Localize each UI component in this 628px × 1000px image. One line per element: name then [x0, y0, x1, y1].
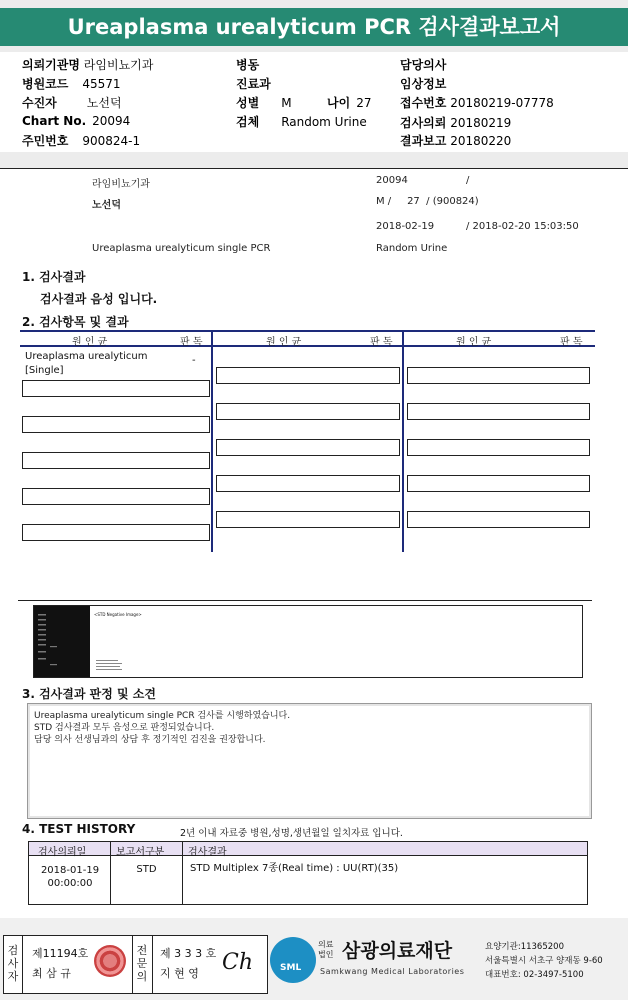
org-name-en: Samkwang Medical Laboratories [320, 967, 465, 976]
info-clinical: 임상정보 [400, 77, 447, 91]
section4-note: 2년 이내 자료중 병원,성명,생년월일 일치자료 입니다. [180, 828, 403, 839]
reviewer-number: 제 3 3 3 호 [160, 947, 217, 960]
info-resident-no: 주민번호 900824-1 [22, 134, 141, 148]
sml-logo-icon: SML [270, 937, 316, 983]
info-age: 나이 27 [327, 96, 372, 110]
info-sex: 성별 M [236, 96, 292, 110]
result-cell [407, 475, 590, 492]
section2-title: 2. 검사항목 및 결과 [22, 315, 129, 329]
org-address: 서울특별시 서초구 양재동 9-60 [485, 956, 603, 966]
result-cell [22, 380, 210, 397]
reviewer-label: 전 문 의 [136, 944, 148, 983]
opinion-box [27, 703, 592, 819]
gel-image-caption: <STD Negative Image> [94, 612, 142, 617]
test-item-name: Ureaplasma urealyticum [25, 351, 148, 362]
result-cell [22, 416, 210, 433]
col-header-result: 판 독 [370, 337, 393, 348]
test-item-result: - [192, 355, 196, 366]
result-cell [216, 439, 400, 456]
history-header-date: 검사의뢰일 [38, 847, 87, 858]
summary-name: 노선덕 [92, 200, 121, 211]
col-header-organism: 원 인 균 [72, 337, 108, 348]
reviewer-name: 지 현 영 [160, 967, 199, 980]
signature-mark: Ch [222, 950, 254, 975]
result-cell [407, 367, 590, 384]
result-cell [407, 439, 590, 456]
history-col-separator [182, 842, 183, 905]
info-chart-no: Chart No. 20094 [22, 114, 131, 128]
signature-divider [22, 935, 23, 994]
test-item-sub: [Single] [25, 365, 64, 376]
info-hospital-code: 병원코드 45571 [22, 77, 121, 91]
col-header-organism: 원 인 균 [456, 337, 492, 348]
divider-line [0, 168, 628, 169]
col-header-organism: 원 인 균 [266, 337, 302, 348]
summary-specimen: Random Urine [376, 243, 448, 254]
opinion-line: 담당 의사 선생님과의 상담 후 정기적인 검진을 권장합니다. [34, 735, 266, 745]
result-cell [216, 475, 400, 492]
history-row-type: STD [136, 864, 157, 875]
opinion-line: Ureaplasma urealyticum single PCR 검사를 시행하였습니다. [34, 711, 291, 721]
info-hospital: 의뢰기관명 라임비뇨기과 [22, 58, 154, 72]
org-name: 삼광의료재단 [342, 940, 453, 962]
summary-date-report: / 2018-02-20 15:03:50 [466, 221, 579, 232]
test-item [25, 350, 148, 378]
history-row-result: STD Multiplex 7종(Real time) : UU(RT)(35) [190, 863, 399, 874]
summary-test-name: Ureaplasma urealyticum single PCR [92, 243, 271, 254]
result-cell [216, 511, 400, 528]
table-top-border [20, 330, 595, 332]
gel-electrophoresis-image [34, 606, 90, 677]
org-prefix: 의료 법인 [318, 940, 334, 959]
summary-date-received: 2018-02-19 [376, 221, 435, 232]
result-cell [216, 403, 400, 420]
info-doctor: 담당의사 [400, 58, 447, 72]
summary-chart: 20094 [376, 175, 408, 186]
summary-slash: / [466, 175, 470, 186]
official-seal-icon [94, 945, 126, 977]
signature-divider [132, 935, 133, 994]
history-header-result: 검사결과 [188, 847, 227, 858]
opinion-line: STD 검사결과 모두 음성으로 판정되었습니다. [34, 723, 215, 733]
report-title: Ureaplasma urealyticum PCR 검사결과보고서 [0, 8, 628, 46]
org-contact [485, 940, 603, 982]
org-code: 요양기관:11365200 [485, 942, 564, 952]
inspector-number: 제11194호 [32, 947, 89, 960]
history-header-type: 보고서구분 [116, 847, 165, 858]
header-divider [0, 152, 628, 168]
result-cell [22, 524, 210, 541]
result-cell [407, 403, 590, 420]
col-header-result: 판 독 [180, 337, 203, 348]
section1-text: 검사결과 음성 입니다. [40, 292, 158, 306]
image-divider [18, 600, 592, 601]
history-header [29, 842, 587, 856]
info-department: 진료과 [236, 77, 271, 91]
info-ward: 병동 [236, 58, 260, 72]
summary-hospital: 라임비뇨기과 [92, 179, 150, 190]
info-report-date: 결과보고 20180220 [400, 134, 512, 148]
info-request-date: 검사의뢰 20180219 [400, 116, 512, 130]
history-time: 00:00:00 [47, 878, 93, 889]
info-specimen: 검체 Random Urine [236, 115, 367, 129]
section1-title: 1. 검사결과 [22, 270, 86, 284]
col-header-result: 판 독 [560, 337, 583, 348]
section3-title: 3. 검사결과 판정 및 소견 [22, 687, 156, 701]
result-cell [22, 452, 210, 469]
result-cell [216, 367, 400, 384]
info-patient: 수진자 노선덕 [22, 96, 122, 110]
info-receipt-no: 접수번호 20180219-07778 [400, 96, 554, 110]
signature-divider [152, 935, 153, 994]
org-phone: 대표번호: 02-3497-5100 [485, 970, 584, 980]
section4-title: 4. TEST HISTORY [22, 822, 136, 836]
inspector-label: 검 사 자 [7, 944, 19, 983]
table-col-separator [211, 330, 213, 552]
table-col-separator [402, 330, 404, 552]
history-row-date [30, 864, 110, 890]
result-cell [407, 511, 590, 528]
gel-lane-legend [96, 658, 126, 672]
summary-sex-age: M / 27 / (900824) [376, 196, 479, 207]
inspector-name: 최 삼 규 [32, 967, 71, 980]
result-cell [22, 488, 210, 505]
history-date: 2018-01-19 [40, 865, 100, 876]
